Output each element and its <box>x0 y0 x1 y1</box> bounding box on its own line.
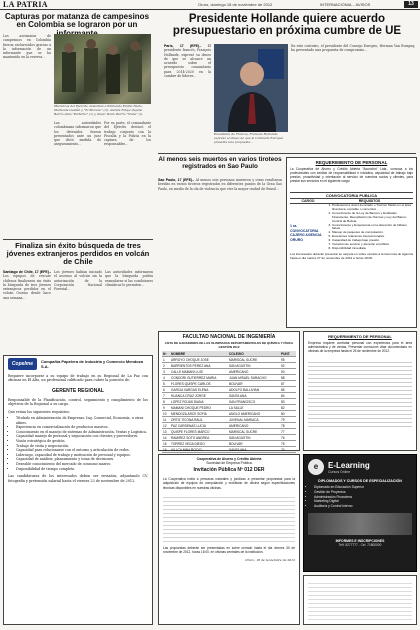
requirement-item: • Visión estratégica de gestión. <box>16 439 148 444</box>
table-cell: LA SALLE <box>229 405 244 410</box>
hollande-col-1 <box>164 44 211 134</box>
table-cell: 95 <box>281 357 285 362</box>
column-header: COLEGIO <box>229 351 244 356</box>
table-cell: 79 <box>281 417 285 422</box>
table-cell: 14 <box>163 435 167 440</box>
empty-ad-space <box>303 575 417 625</box>
table-cell: 75 <box>281 441 285 446</box>
invitacion-body: La Cooperativa invita a personas naturales y jurídicas a presentar propuestas para la adquisición de equipos de computación y mobiliario de oficina según especificaciones técnicas disponibles en nuestras oficinas. <box>163 477 295 490</box>
requirement-item: 8. Disponibilidad inmediata. <box>332 247 413 251</box>
cooperativa-ad-intro: La Cooperativa de Ahorro y Crédito Abierta "Asunción" Ltda., convoca a los profesionales con sentido de responsabilidad e iniciativa, capacidad de trabajo bajo presión, proactividad y orientación al servicio de nuestros socios y clientes, para prestar sus servicios en el siguiente cargo: <box>290 167 413 183</box>
table-cell: 10 <box>163 411 167 416</box>
course-item: • Diplomado en Educación Superior <box>314 485 416 490</box>
requirement-item: • Disponibilidad de tiempo completo. <box>16 467 148 472</box>
copelme-company: Compañía Papelera de Industria y Comercio Mendoza S.A. <box>40 359 143 369</box>
elearning-ad <box>303 454 417 572</box>
divider <box>158 153 416 154</box>
table-cell: MARISCAL SUCRE <box>229 429 258 434</box>
column-header: PUNT. <box>281 351 291 356</box>
invitacion-org: Sociedad de Empresa Pública <box>206 461 252 465</box>
requerimiento-small-text-block <box>308 359 412 429</box>
requirement-item: 2. Conocimiento de la Ley de Bancos y Entidades Financieras, Recopilación de Normas y Ley del Banco Central de Bolivia. <box>332 212 413 224</box>
elearning-contact: INFORMES E INSCRIPCIONES <box>335 538 385 543</box>
column-header: NOMBRE <box>171 351 186 356</box>
elearning-banner <box>308 513 412 535</box>
table-cell: CALLE MAMANI LUIS <box>171 369 203 374</box>
soldiers-illustration <box>54 34 151 104</box>
elearning-courses <box>304 485 416 509</box>
table-cell: MENDOZA ARCE SOFIA <box>171 411 207 416</box>
table-cell: VILLCA NINA ROCIO <box>171 447 202 452</box>
course-item: • Auditoría y Control Interno <box>314 504 416 509</box>
table-cell: 78 <box>281 423 285 428</box>
elearning-subtitle: DIPLOMADOS Y CURSOS DE ESPECIALIZACIÓN <box>318 479 402 483</box>
hollande-body-1: El presidente francés, François Hollande, expresó su deseo de que se alcance un acuerdo sobre el presupuesto comunitario para 2014-2020 en la cumbre de líderes... <box>164 44 211 79</box>
colombia-col-1: Los asesinatos de campesinos en Colombia fueron esclarecidos gracias a la información de un informante que se ha mantenido en la reserva... <box>3 34 51 60</box>
table-cell: 82 <box>281 405 285 410</box>
requirement-item: • Experiencia en comercialización de productos masivos. <box>16 425 148 430</box>
requirement-item: • Trabajo de visita y negociación. <box>16 444 148 449</box>
invitacion-title: Invitación Pública Nº 012 DER <box>193 467 265 473</box>
copelme-footer: Las candidaturas de los interesados deben ser enviadas, adjuntando CV, fotografía y pretensión salarial hasta el viernes 23 de noviembre de 2012. <box>8 474 148 483</box>
requirement-item: • Capacidad de análisis, planeamiento y toma de decisiones. <box>16 457 148 462</box>
requerimiento-small-ad <box>303 331 417 451</box>
table-cell: SANTA ANA <box>229 447 247 452</box>
table-cell: ARROYO CHOQUE JOSE <box>171 357 209 362</box>
table-cell: 15 <box>163 441 167 446</box>
hollande-photo <box>214 44 288 132</box>
invitacion-signature: Oruro, 18 de noviembre de 2012 <box>245 558 295 563</box>
table-cell: 76 <box>281 435 285 440</box>
table-cell: 5 <box>163 381 165 386</box>
elearning-brand: E-Learning <box>328 460 370 470</box>
requirement-item: • Titulado en Administración de Empresas, Ing. Comercial, Economía, u otras afines. <box>16 416 148 425</box>
elearning-brand-block <box>328 461 370 474</box>
hollande-photo-caption: Presidente de Francia, Francois Hollande, expresó el deseo de que la Comisión Europea presente una propuesta... <box>214 133 284 144</box>
course-item: • Marketing Digital <box>314 499 416 504</box>
table-cell: CONDORI GUTIERREZ MARIA <box>171 375 217 380</box>
table-cell: JUVENAL MARIACA <box>229 417 259 422</box>
copelme-intro: Requiere incorporar a su equipo de trabajo en su Regional de La Paz con oficinas en El Alto, un profesional calificado para cubrir la posición de: <box>8 374 148 383</box>
table-cell: 16 <box>163 447 167 452</box>
course-item: • Administración Financiera <box>314 495 416 500</box>
colombia-photo-caption: Miembros del Ejército custodian a Edmundo Emilio Nieto, Marilenis Guillén y "El Moreno" (d), Andrés Felipe Ospina Berrío alias "Pichicho" (c) y Oscar Darío Berrío "Nube" (i). <box>54 105 143 116</box>
requerimiento-small-title: REQUERIMIENTO DE PERSONAL <box>328 334 392 339</box>
table-cell: 85 <box>281 387 285 392</box>
table-cell: SAN AGUSTIN <box>229 363 251 368</box>
colombia-headline: Capturas por matanza de campesinos en Colombia se lograron por un <box>4 12 150 30</box>
copelme-description: Responsable de la Planificación, control, seguimiento y cumplimiento de los objetivos de la Regional a su cargo. <box>8 397 148 407</box>
cargo-name: 1 ra. CONVOCATORIA CAJERO AGENCIA ORURO <box>290 224 322 242</box>
table-cell: LOPEZ ROJAS DIANA <box>171 399 204 404</box>
elearning-tagline: Cursos Online <box>328 469 351 474</box>
table-cell: FLORES QUISPE CARLOS <box>171 381 211 386</box>
volcan-col-1 <box>3 270 51 353</box>
table-row <box>162 447 296 453</box>
cooperativa-table-header: CONVOCATORIA PUBLICA <box>290 192 413 199</box>
facultad-table <box>162 351 296 453</box>
hollande-byline: París, 17 (EFE).- <box>164 44 202 48</box>
invitacion-body-2: Las propuestas deberán ser presentadas en sobre cerrado hasta el día viernes 30 de noviembre de 2012, horas 16:00, en oficinas centrales de la institución. <box>163 545 295 555</box>
divider <box>3 239 153 240</box>
section-name: INTERNACIONAL - AVISOS <box>320 2 371 7</box>
requirement-item: • Liderazgo, capacidad de trabajo y motivación de personal y equipos. <box>16 453 148 458</box>
requerimiento-small-body: Empresa requiere contratar personal con experiencia para el área administrativa y de ventas. Presentar curriculum vitae documentado en oficinas de la empresa hasta el 25 de noviembre de 2012. <box>308 341 412 354</box>
table-cell: 6 <box>163 387 165 392</box>
requirement-item: 4. Manejo de paquetes de computación. <box>332 231 413 235</box>
copelme-header <box>4 356 152 372</box>
table-cell: GARCIA VARGAS ELENA <box>171 387 209 392</box>
elearning-header <box>304 455 416 477</box>
table-cell: 92 <box>281 363 285 368</box>
table-cell: RAMIREZ SOTO ANDREA <box>171 435 210 440</box>
table-cell: BARRIENTOS PEREZ ANA <box>171 363 211 368</box>
table-cell: 9 <box>163 405 165 410</box>
requirement-item: • Capacidad para relacionarse con el entorno y articulación de redes. <box>16 448 148 453</box>
table-cell: 88 <box>281 375 285 380</box>
table-cell: SANTA ANA <box>229 393 247 398</box>
table-cell: 7 <box>163 393 165 398</box>
table-cell: 83 <box>281 399 285 404</box>
colombia-col-2: Las autoridades colombianas informaron que los detenidos fueron presentados ante un juez que dictó medida de aseguramiento... <box>54 121 101 147</box>
cooperativa-requirements <box>326 204 413 251</box>
table-cell: 3 <box>163 369 165 374</box>
cooperativa-table-body <box>290 204 413 251</box>
hollande-portrait <box>214 44 288 132</box>
copelme-requirements <box>4 416 152 471</box>
volcan-text-1: Los equipos de rescate chilenos finalizaron sin éxito la búsqueda de tres jóvenes extranjeros perdidos en el volcán Osorno desde hace una semana... <box>3 274 51 300</box>
facultad-subtitle: LISTA DE GANADORES DE LAS OLIMPIADAS DEPARTAMENTALES DE QUÍMICA Y FÍSICA GESTIÓN 2012 <box>164 341 294 349</box>
volcan-headline: Finaliza sin éxito búsqueda de tres jóvenes extranjeros perdidos en volcán de Chile <box>6 241 150 266</box>
copelme-position: GERENTE REGIONAL <box>52 387 104 394</box>
cooperativa-ad-title: REQUERIMIENTO DE PERSONAL <box>315 160 388 165</box>
requirement-item: 3. Conocimiento y Experiencia en la detección de billetes falsos. <box>332 224 413 232</box>
saopaulo-byline: Sao Paulo, 17 (EFE).- <box>158 178 195 182</box>
saopaulo-body <box>158 178 282 328</box>
table-cell: 87 <box>281 381 285 386</box>
table-cell: 8 <box>163 399 165 404</box>
requirement-item: • Deseable conocimiento del mercado de consumo masivo. <box>16 462 148 467</box>
copelme-requirements-title: Que reúna los siguientes requisitos: <box>8 409 70 414</box>
requirement-item: 5. Excelentes relaciones interpersonales. <box>332 235 413 239</box>
empty-ad-text-block <box>308 580 412 620</box>
table-cell: 1 <box>163 357 165 362</box>
table-cell: JUAN MISAEL SARACHO <box>229 375 267 380</box>
table-cell: QUISPE FLORES MARCO <box>171 429 210 434</box>
copelme-logo: Copelme <box>8 358 37 370</box>
requirement-item: • Conocimiento en el manejo de sistemas de Administración, Ventas y Logística. <box>16 430 148 435</box>
invitacion-text-block <box>163 494 295 542</box>
table-cell: PAZ CARDENAS LUCIA <box>171 423 206 428</box>
table-cell: 74 <box>281 447 285 452</box>
hollande-col-3: En este contexto, el presidente del Consejo Europeo, Herman Van Rompuy, ha presentado una propuesta de compromiso... <box>291 44 415 53</box>
volcan-col-2: Los jóvenes habían iniciado el ascenso al volcán sin la autorización de la Corporación Nacional Forestal... <box>54 270 102 292</box>
invitacion-header: Cooperativa de Ahorro y Crédito Abierta <box>196 457 262 461</box>
page-number: 13 <box>404 1 418 8</box>
table-cell: BOLIVAR <box>229 381 243 386</box>
requirement-item: 1. Profesional a nivel Licenciado o Técnico Medio en el área financiera, contable o comercial. <box>332 204 413 212</box>
col-cargo-header: CARGO <box>301 199 315 203</box>
table-cell: 11 <box>163 417 167 422</box>
col-requisitos-header: REQUISITOS <box>358 199 381 203</box>
table-cell: TORREZ VEGA DIEGO <box>171 441 205 446</box>
requirement-item: • Capacidad manejo de personal y negociación con clientes y proveedores. <box>16 434 148 439</box>
copelme-ad <box>3 355 153 625</box>
requirement-item: 7. Vocación de servicio y atención al público. <box>332 243 413 247</box>
table-cell: BOLIVAR <box>229 441 243 446</box>
saopaulo-headline: Al menos seis muertos en varios tiroteos registrados en Sao Paulo <box>158 156 282 170</box>
saopaulo-text: Al menos seis personas murieron y otras resultaron heridas en varios tiroteos registrados en diferentes puntos de la Gran Sao Paulo, en medio de la ola de violencia que vive la mayor ciudad de Brasil... <box>158 178 282 191</box>
volcan-col-3: Las autoridades informaron que la búsqueda podría reanudarse si las condiciones climáticas lo permiten... <box>105 270 153 287</box>
masthead <box>0 0 420 10</box>
table-cell: 2 <box>163 363 165 368</box>
cooperativa-note: Los interesados deberán presentar su carpeta en sobre cerrado a la Gerencia de Agencia hasta el día martes 27 de noviembre de 2012 a horas 18:00. <box>290 251 413 260</box>
column-header: Nº <box>163 351 167 356</box>
volcan-byline: Santiago de Chile, 17 (EFE).- <box>3 270 51 274</box>
hollande-headline: Presidente Hollande quiere acuerdo presupuestario en próxima cumbre de UE <box>172 13 402 38</box>
facultad-ad <box>158 331 300 451</box>
issue-date: Oruro, domingo 18 de noviembre de 2012 <box>198 2 273 7</box>
table-cell: SAN AGUSTIN <box>229 435 251 440</box>
colombia-col-3: Por su parte, el comandante del Ejército destacó el trabajo conjunto con la Fiscalía y la Policía en la captura de los responsables... <box>104 121 151 147</box>
facultad-title: FACULTAD NACIONAL DE INGENIERÍA <box>182 334 276 340</box>
newspaper-brand: LA PATRIA <box>3 0 48 9</box>
table-cell: AMERICANO <box>229 369 249 374</box>
table-cell: ADOLFO BALLIVIAN <box>229 387 260 392</box>
table-cell: SAN FRANCISCO <box>229 399 256 404</box>
table-cell: 12 <box>163 423 167 428</box>
table-cell: 4 <box>163 375 165 380</box>
cooperativa-ad <box>286 157 417 328</box>
elearning-phone: Telf. 5277777 - Cel. 71800000 <box>338 542 382 547</box>
table-cell: 77 <box>281 429 285 434</box>
table-cell: HUANCA CRUZ JORGE <box>171 393 206 398</box>
colombia-photo <box>54 34 151 104</box>
course-item: • Gestión de Proyectos <box>314 490 416 495</box>
requirement-item: 6. Capacidad de trabajo bajo presión. <box>332 239 413 243</box>
table-cell: 13 <box>163 429 167 434</box>
invitacion-ad <box>158 454 300 625</box>
table-cell: MAMANI CHOQUE PEDRO <box>171 405 211 410</box>
table-cell: ANGLO AMERICANO <box>229 411 261 416</box>
table-cell: 84 <box>281 393 285 398</box>
elearning-logo-icon: e <box>308 459 324 475</box>
table-cell: 80 <box>281 411 285 416</box>
table-cell: AMERICANO <box>229 423 249 428</box>
table-cell: MARISCAL SUCRE <box>229 357 258 362</box>
table-cell: ORTIZ TICONA RAUL <box>171 417 203 422</box>
table-cell: 90 <box>281 369 285 374</box>
